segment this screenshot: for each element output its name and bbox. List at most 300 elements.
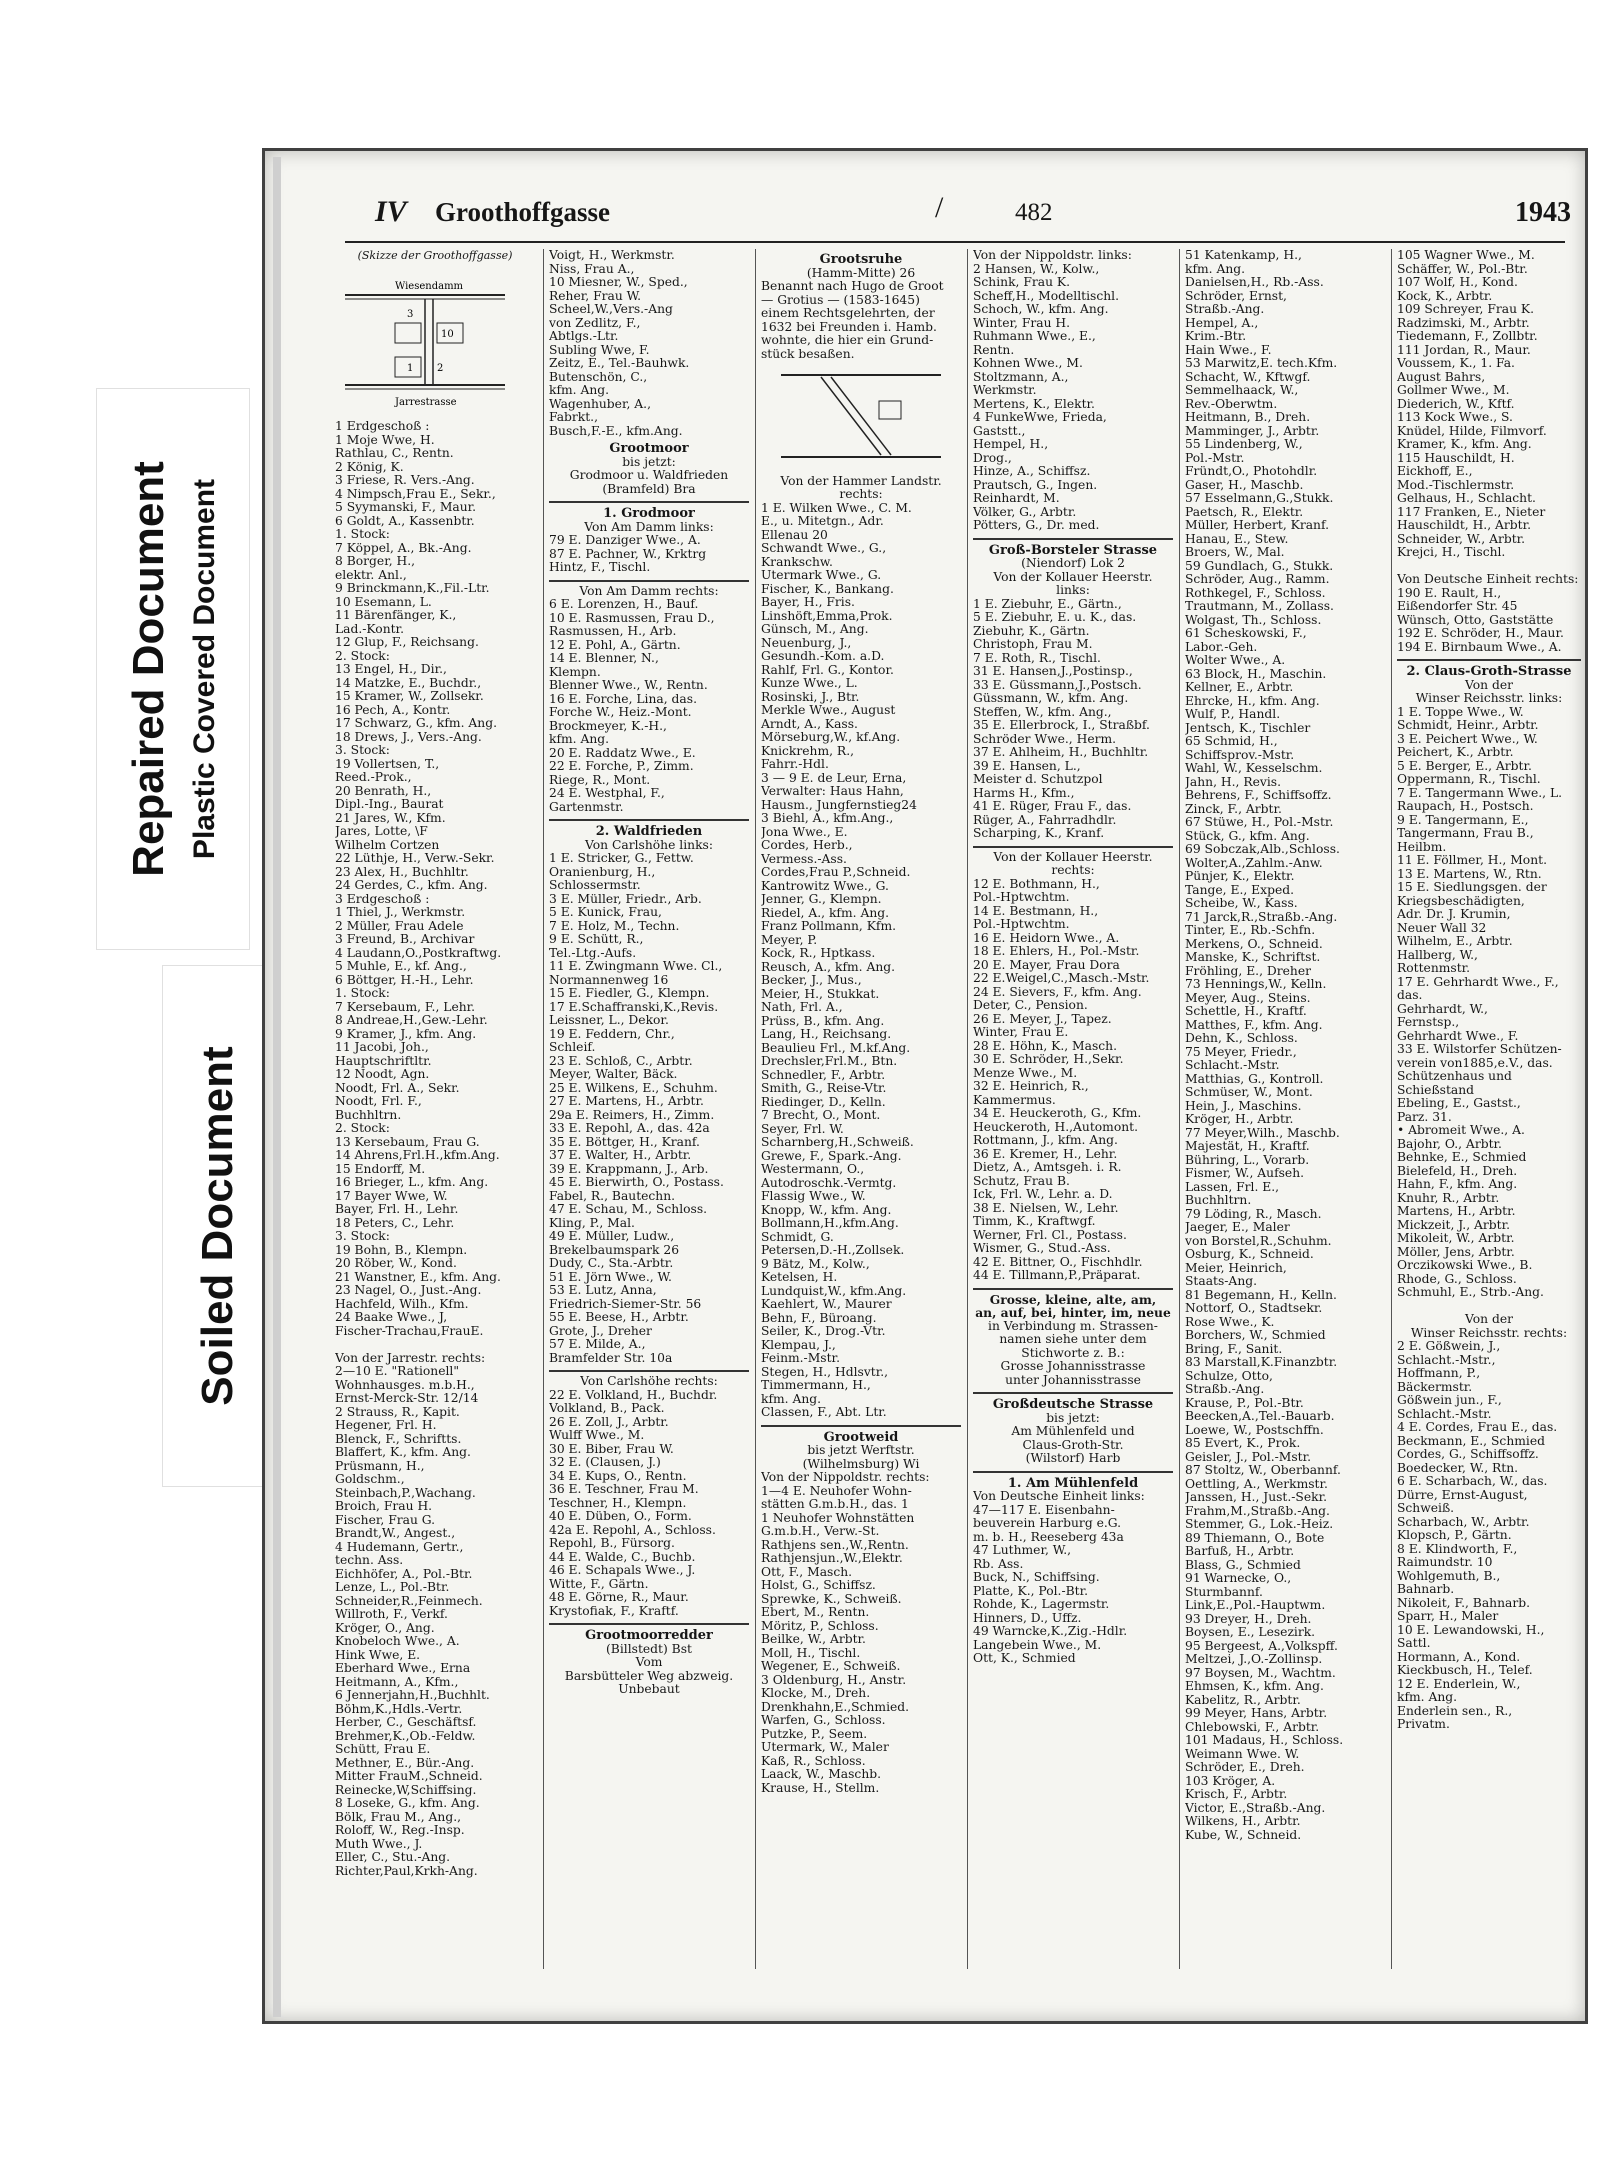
col2b-entry: 48 E. Görne, R., Maur. [549, 1591, 689, 1604]
col6-entry: 12 E. Enderlein, W., [1397, 1677, 1521, 1691]
col1-entry: 2 König, K. [335, 460, 404, 474]
col3-entry: Beaulieu Frl., M.kf.Ang. [761, 1041, 911, 1055]
col2b-entry: Kling, P., Mal. [549, 1216, 635, 1230]
col6-entry: Fernstsp., [1397, 1016, 1460, 1029]
section-separator [549, 580, 749, 582]
col1-entry: Willroth, F., Verkf. [335, 1608, 448, 1621]
column-divider [1391, 249, 1392, 1969]
col3-entry: wohnte, die hier ein Grund- [761, 334, 934, 347]
col4-entry: Kohnen Wwe., M. [973, 357, 1083, 370]
section-note: Winser Reichsstr. rechts: [1410, 1326, 1568, 1340]
col2b-entry: 37 E. Walter, H., Arbtr. [549, 1149, 692, 1162]
section-separator [973, 538, 1173, 540]
col3-entry: Classen, F., Abt. Ltr. [761, 1406, 887, 1419]
col5-entry: Wulf, P., Handl. [1185, 708, 1281, 721]
col6-entry: Schmidt, Heinr., Arbtr. [1397, 719, 1539, 732]
sketch-number-3: 3 [407, 308, 414, 320]
col6-entry: das. [1397, 989, 1423, 1002]
col3-entry: Knopp, W., kfm. Ang. [761, 1203, 892, 1217]
col5-entry: Hempel, A., [1185, 316, 1259, 330]
col4-entry: Scheff,H., Modelltischl. [973, 289, 1120, 303]
col5-entry: Gaser, H., Maschb. [1185, 478, 1304, 492]
page-header [375, 191, 1575, 235]
col3-entry: 3 — 9 E. de Leur, Erna, [761, 771, 907, 785]
col3-entry: G.m.b.H., Verw.-St. [761, 1525, 880, 1538]
col2b-entry: Riege, R., Mont. [549, 773, 651, 787]
col3-entry: Lundquist,W., kfm.Ang. [761, 1284, 907, 1298]
col1-entry: 21 Wanstner, E., kfm. Ang. [335, 1270, 501, 1284]
col1-entry: Eichhöfer, A., Pol.-Btr. [335, 1567, 473, 1581]
col6-entry: Schlacht.-Mstr., [1397, 1353, 1496, 1367]
col1-entry: Schneider,R.,Feinmech. [335, 1594, 483, 1608]
col3-entry: Knickrehm, R., [761, 744, 855, 758]
col5-entry: Frahm,M.,Straßb.-Ang. [1185, 1504, 1330, 1518]
col6-entry: Mod.-Tischlermstr. [1397, 478, 1515, 492]
col5-entry: Lassen, Frl. E., [1185, 1180, 1280, 1194]
section-separator [761, 1425, 961, 1427]
col4-entry: 18 E. Ehlers, H., Pol.-Mstr. [973, 945, 1140, 958]
col4-entry: Hinners, D., Uffz. [973, 1611, 1082, 1625]
section-note: Claus-Groth-Str. [1022, 1438, 1124, 1452]
col4-entry: 14 E. Bestmann, H., [973, 904, 1099, 918]
col3-entry: Holst, G., Schiffsz. [761, 1579, 876, 1592]
street-heading: 1. Grodmoor [603, 507, 695, 521]
col4-entry: 16 E. Heidorn Wwe., A. [973, 931, 1120, 945]
col5-entry: Tange, E., Exped. [1185, 883, 1295, 897]
col3-entry: Riedel, A., kfm. Ang. [761, 906, 890, 920]
col6-entry: Schlacht.-Mstr. [1397, 1407, 1492, 1421]
col6-entry: Kriegsbeschädigten, [1397, 894, 1525, 908]
col6-entry: Wilhelm, E., Arbtr. [1397, 935, 1513, 948]
col4-entry: Steffen, W., kfm. Ang., [973, 705, 1112, 719]
col3-entry: Möritz, P., Schloss. [761, 1619, 879, 1633]
col3-entry: Putzke, P., Seem. [761, 1727, 868, 1741]
col3-entry: Seyer, Frl. W. [761, 1122, 844, 1136]
plastic-label: Plastic Covered Document [188, 478, 221, 860]
col4-entry: 1 E. Ziebuhr, E., Gärtn., [973, 597, 1122, 611]
col1-entry: Bayer, Frl. H., Lehr. [335, 1203, 459, 1216]
col5-entry: Straßb.-Ang. [1185, 1383, 1265, 1396]
col2b-entry: 51 E. Jörn Wwe., W. [549, 1270, 672, 1284]
col5-entry: 93 Dreyer, H., Dreh. [1185, 1612, 1312, 1626]
col5-entry: Zinck, F., Arbtr. [1185, 802, 1282, 816]
col5-entry: Pünjer, K., Elektr. [1185, 870, 1295, 883]
col6-entry: 6 E. Scharbach, W., das. [1397, 1475, 1548, 1488]
col5-entry: Kröger, H., Arbtr. [1185, 1113, 1294, 1126]
col1-entry: 10 Esemann, L. [335, 595, 432, 609]
col4-entry: Hempel, H., [973, 438, 1049, 451]
col5-entry: Pol.-Mstr. [1185, 451, 1245, 465]
col6-entry: Gehrhardt Wwe., F. [1397, 1029, 1519, 1043]
col2b-entry: 29a E. Reimers, H., Zimm. [549, 1108, 715, 1122]
street-heading: Grootsruhe [819, 253, 903, 267]
col1-entry: Goldschm., [335, 1473, 405, 1486]
col6-entry: 9 E. Tangermann, E., [1397, 813, 1529, 827]
col6-entry: Hahn, F., kfm. Ang. [1397, 1178, 1518, 1191]
col4-entry: Winter, Frau E. [973, 1026, 1069, 1039]
col1-entry: Prüsmann, H., [335, 1459, 425, 1473]
col6-entry: Diederich, W., Kftf. [1397, 397, 1515, 411]
col5-entry: Victor, E.,Straßb.-Ang. [1185, 1801, 1326, 1815]
col6-entry: Boedecker, W., Rtn. [1397, 1461, 1519, 1475]
col5-entry: 83 Marstall,K.Finanzbtr. [1185, 1356, 1338, 1369]
col2b-entry: Schleif. [549, 1041, 596, 1054]
col5-entry: 95 Bergeest, A.,Volkspff. [1185, 1639, 1338, 1653]
col6-entry: 192 E. Schröder, H., Maur. [1397, 627, 1564, 640]
col4-entry: 12 E. Bothmann, H., [973, 877, 1100, 891]
grootsruhe-sketch [761, 361, 961, 471]
col5-entry: 89 Thiemann, O., Bote [1185, 1531, 1325, 1545]
col2b-entry: kfm. Ang. [549, 733, 610, 746]
col2-entry: Scheel,W.,Vers.-Ang [549, 303, 673, 316]
section-note: Von Carlshöhe rechts: [580, 1375, 718, 1388]
sketch-caption: (Skizze der Groothoffgasse) [357, 249, 513, 262]
section-note: Von der Kollauer Heerstr. [993, 570, 1153, 584]
col1-entry: Methner, E., Bür.-Ang. [335, 1756, 475, 1770]
col5-entry: Buchhltrn. [1185, 1194, 1252, 1207]
col3-entry: Merkle Wwe., August [761, 704, 896, 717]
index-note-heading: an, auf, bei, hinter, im, neue [975, 1306, 1171, 1320]
sketch-number-2: 2 [437, 362, 444, 374]
section-note: Von der [1464, 1313, 1513, 1326]
col6-entry: 1 E. Toppe Wwe., W. [1397, 705, 1524, 719]
col1-entry: Brehmer,K.,Ob.-Feldw. [335, 1729, 476, 1743]
section-note: Grosse Johannisstrasse [1000, 1360, 1146, 1373]
col6-entry: Bäckermstr. [1397, 1380, 1473, 1394]
col2b-entry: 15 E. Fiedler, G., Klempn. [549, 987, 710, 1000]
col5-entry: Matthias, G., Kontroll. [1185, 1072, 1324, 1086]
section-separator [973, 1471, 1173, 1473]
col1-entry: 3 Freund, B., Archivar [335, 933, 475, 946]
street-heading: Grootmoor [609, 442, 689, 456]
col4-entry: 42 E. Bittner, O., Fischhdlr. [973, 1255, 1143, 1269]
col3-entry: Ketelsen, H. [761, 1271, 838, 1284]
col1-entry: 2 Strauss, R., Kapit. [335, 1405, 460, 1419]
col5-entry: Wolter Wwe., A. [1185, 654, 1286, 667]
col6-entry: Radzimski, M., Arbtr. [1397, 316, 1530, 330]
col1-entry: 1 Moje Wwe, H. [335, 433, 435, 447]
col1-entry: Eberhard Wwe., Erna [335, 1662, 471, 1675]
col2b-entry: 55 E. Beese, H., Arbtr. [549, 1311, 689, 1324]
col2b-entry: 27 E. Martens, H., Arbtr. [549, 1095, 704, 1108]
col5-entry: 77 Meyer,Wilh., Maschb. [1185, 1126, 1340, 1140]
col4-entry: Meister d. Schutzpol [973, 773, 1103, 786]
col4-entry: Ruhmann Wwe., E., [973, 330, 1096, 343]
col3-entry: Riedinger, D., Kelln. [761, 1095, 886, 1109]
col3-entry: Scharnberg,H.,Schweiß. [761, 1136, 914, 1149]
col4-entry: 4 FunkeWwe, Frieda, [973, 411, 1107, 424]
col3-entry: Kock, R., Hptkass. [761, 947, 876, 960]
col4-entry: 2 Hansen, W., Kolw., [973, 262, 1100, 276]
col3-entry: Beilke, W., Arbtr. [761, 1633, 866, 1646]
col2b-entry: Dudy, C., Sta.-Arbtr. [549, 1257, 674, 1270]
col4-entry: Rentn. [973, 343, 1015, 357]
col6-entry: Krejci, H., Tischl. [1397, 546, 1506, 559]
header-rule [345, 241, 1565, 243]
col6-entry: Parz. 31. [1397, 1110, 1452, 1124]
col3-entry: Rathjens sen.,W.,Rentn. [761, 1538, 909, 1552]
section-note: (Niendorf) Lok 2 [1021, 557, 1125, 570]
col5-entry: Borchers, W., Schmied [1185, 1329, 1326, 1342]
col1-entry: 3 Friese, R. Vers.-Ang. [335, 474, 475, 487]
col5-entry: Trautmann, M., Zollass. [1185, 600, 1334, 613]
sketch-number-10: 10 [441, 328, 454, 340]
col6-entry: Möller, Jens, Arbtr. [1397, 1245, 1515, 1259]
col1-entry: 19 Vollertsen, T., [335, 757, 440, 771]
col2b-entry: 25 E. Wilkens, E., Schuhm. [549, 1081, 718, 1095]
section-note: (Billstedt) Bst [606, 1642, 692, 1656]
col4-entry: Schröder Wwe., Herm. [973, 732, 1117, 746]
col6-entry [1397, 560, 1581, 574]
col2b-entry: Hintz, F., Tischl. [549, 561, 651, 574]
col5-entry: 65 Schmid, H., [1185, 735, 1278, 748]
col6-entry: 8 E. Klindworth, F., [1397, 1542, 1518, 1556]
col3-entry: Kaehlert, W., Maurer [761, 1298, 892, 1311]
col2b-entry: 36 E. Teschner, Frau M. [549, 1483, 699, 1496]
col5-entry: Mamminger, J., Arbtr. [1185, 424, 1320, 438]
col4-entry: Hinze, A., Schiffsz. [973, 465, 1091, 478]
col5-entry: Straßb.-Ang. [1185, 303, 1265, 316]
col1-entry: 6 Jennerjahn,H.,Buchhlt. [335, 1689, 490, 1702]
col2b-entry: 35 E. Böttger, H., Kranf. [549, 1135, 700, 1149]
col1-entry: 8 Borger, H., [335, 555, 416, 568]
col5-entry: Behrens, F., Schiffsoffz. [1185, 789, 1332, 802]
col5-entry: Müller, Herbert, Kranf. [1185, 519, 1330, 532]
col6-entry: Eißendorfer Str. 45 [1397, 600, 1518, 613]
col4-entry: 31 E. Hansen,J.,Postinsp., [973, 665, 1133, 678]
col3-entry: Cordes,Frau P.,Schneid. [761, 866, 911, 879]
col6-entry: Schmuhl, E., Strb.-Ang. [1397, 1286, 1544, 1299]
street-heading: Großdeutsche Strasse [992, 1398, 1154, 1412]
col5-entry: Semmelhaack, W., [1185, 384, 1299, 397]
col1-entry: Böhm,K.,Hdls.-Vertr. [335, 1702, 463, 1716]
col3-entry: Bayer, H., Fris. [761, 596, 855, 609]
col1-entry: 20 Benrath, H., [335, 784, 432, 798]
col6-entry: Neuer Wall 32 [1397, 921, 1487, 935]
col6-entry: Schützenhaus und [1397, 1070, 1512, 1083]
column-3 [761, 249, 961, 1969]
col6-entry: Schneider, W., Arbtr. [1397, 532, 1526, 546]
col3-entry: Laack, W., Maschb. [761, 1768, 882, 1781]
col2b-entry: Witte, F., Gärtn. [549, 1577, 649, 1591]
col2-entry: Butenschön, C., [549, 370, 648, 384]
col5-entry: Ehrcke, H., kfm. Ang. [1185, 694, 1320, 708]
col4-entry: Ick, Frl. W., Lehr. a. D. [973, 1188, 1113, 1201]
col6-entry: 33 E. Wilstorfer Schützen- [1397, 1043, 1562, 1056]
street-heading: 2. Claus-Groth-Strasse [1406, 665, 1572, 679]
col5-entry: kfm. Ang. [1185, 262, 1246, 276]
col4-entry: 28 E. Höhn, K., Masch. [973, 1039, 1117, 1053]
col3-entry: Fahrr.-Hdl. [761, 758, 829, 771]
col1-entry: Von der Jarrestr. rechts: [335, 1351, 486, 1365]
col6-entry: 2 E. Gößwein, J., [1397, 1340, 1501, 1353]
col4-entry: 36 E. Kremer, H., Lehr. [973, 1147, 1118, 1161]
col4-entry: Kammermus. [973, 1093, 1056, 1107]
col1-entry: Noodt, Frl. A., Sekr. [335, 1081, 460, 1095]
col6-entry: Nikoleit, F., Bahnarb. [1397, 1596, 1530, 1610]
section-note: namen siehe unter dem [999, 1333, 1147, 1346]
col6-entry: Bajohr, O., Arbtr. [1397, 1137, 1502, 1151]
col6-entry: Sattl. [1397, 1637, 1431, 1650]
col6-entry: Schweiß. [1397, 1502, 1455, 1515]
col6-entry: Schäffer, W., Pol.-Btr. [1397, 262, 1528, 276]
column-1 [335, 249, 535, 1969]
col4-entry: m. b. H., Reeseberg 43a [973, 1530, 1124, 1544]
col3-entry: Flassig Wwe., W. [761, 1190, 866, 1203]
col1-entry: Wilhelm Cortzen [335, 838, 440, 852]
col4-entry: 34 E. Heuckeroth, G., Kfm. [973, 1107, 1142, 1120]
col3-entry: 1 Neuhofer Wohnstätten [761, 1511, 915, 1525]
col5-entry: 79 Löding, R., Masch. [1185, 1207, 1322, 1221]
col2b-entry: Meyer, Walter, Bäck. [549, 1068, 678, 1081]
col2b-entry: 7 E. Holz, M., Techn. [549, 919, 680, 933]
col1-entry: 2. Stock: [335, 649, 390, 663]
col6-entry: 190 E. Rault, H., [1397, 586, 1502, 600]
col6-entry: 13 E. Martens, W., Rtn. [1397, 867, 1542, 881]
col1-entry: 18 Drews, J., Vers.-Ang. [335, 730, 482, 744]
col1-entry: 14 Matzke, E., Buchdr., [335, 676, 482, 690]
col1-entry: Brandt,W., Angest., [335, 1527, 456, 1540]
street-heading: Groß-Borsteler Strasse [988, 543, 1158, 557]
col2b-entry: Fabel, R., Bautechn. [549, 1189, 676, 1203]
year: 1943 [1515, 197, 1571, 228]
col5-entry: 101 Madaus, H., Schloss. [1185, 1734, 1344, 1747]
col1-entry: 21 Jares, W., Kfm. [335, 811, 446, 825]
col5-entry: 81 Begemann, H., Kelln. [1185, 1288, 1337, 1302]
col5-entry: Jaeger, E., Maler [1185, 1221, 1290, 1234]
col5-entry: Schlacht.-Mstr. [1185, 1059, 1280, 1072]
col6-entry: Hallberg, W., [1397, 948, 1478, 962]
col6-entry: Ebeling, E., Gastst., [1397, 1097, 1521, 1110]
col2-entry: Wagenhuber, A., [549, 397, 652, 411]
col5-entry: Chlebowski, F., Arbtr. [1185, 1720, 1320, 1734]
section-note: Von der Kollauer Heerstr. [993, 850, 1153, 864]
col2b-entry: 30 E. Biber, Frau W. [549, 1442, 674, 1456]
col1-entry: elektr. Anl., [335, 568, 407, 582]
col1-entry: Eller, C., Stu.-Ang. [335, 1851, 451, 1864]
col5-entry: 103 Kröger, A. [1185, 1774, 1276, 1788]
col2-entry: 10 Miesner, W., Sped., [549, 276, 688, 289]
col3-entry: Kantrowitz Wwe., G. [761, 879, 889, 893]
col3-entry: Autodroschk.-Vermtg. [761, 1176, 897, 1190]
col2b-entry: Bramfelder Str. 10a [549, 1351, 673, 1365]
pen-mark: / [935, 191, 944, 224]
col5-entry: Danielsen,H., Rb.-Ass. [1185, 276, 1324, 289]
col5-entry: 69 Sobczak,Alb.,Schloss. [1185, 843, 1340, 856]
col6-entry: Klopsch, P., Gärtn. [1397, 1529, 1512, 1542]
col3-entry: Lang, H., Reichsang. [761, 1028, 892, 1041]
col6-entry: Tiedemann, F., Zollbtr. [1397, 330, 1538, 343]
col4-entry: 20 E. Mayer, Frau Dora [973, 958, 1120, 972]
col3-entry: Drechsler,Frl.M., Btn. [761, 1055, 898, 1068]
col4-entry: 24 E. Sievers, F., kfm. Ang. [973, 985, 1142, 999]
col2b-entry: 57 E. Milde, A., [549, 1338, 646, 1351]
col6-entry: Rottenmstr. [1397, 962, 1471, 975]
column-divider [755, 249, 756, 1969]
col4-entry: Schoch, W., kfm. Ang. [973, 303, 1109, 316]
col5-entry: 61 Scheskowski, F., [1185, 627, 1307, 640]
col5-entry: Loewe, W., Postschffn. [1185, 1423, 1324, 1437]
col1-entry: Dipl.-Ing., Baurat [335, 798, 444, 811]
col1-entry: 14 Ahrens,Frl.H.,kfm.Ang. [335, 1149, 500, 1162]
col2-entry: kfm. Ang. [549, 384, 610, 397]
col5-entry: Rothkegel, F., Schloss. [1185, 586, 1326, 600]
col2b-entry: 9 E. Schütt, R., [549, 933, 644, 946]
col3-entry: Krause, H., Stellm. [761, 1781, 880, 1795]
col4-entry: 26 E. Meyer, J., Tapez. [973, 1012, 1112, 1026]
col3-entry: kfm. Ang. [761, 1392, 822, 1406]
col6-entry: 113 Kock Wwe., S. [1397, 411, 1513, 424]
col5-entry: Osburg, K., Schneid. [1185, 1248, 1314, 1261]
street-sketch [335, 265, 515, 415]
col1-entry: Rathlau, C., Rentn. [335, 447, 454, 460]
col2b-entry: Normannenweg 16 [549, 973, 669, 987]
col1-entry: Blenck, F., Schriftts. [335, 1432, 462, 1446]
col4-entry: 44 E. Tillmann,P.,Präparat. [973, 1269, 1141, 1282]
col2b-entry: 87 E. Pachner, W., Krktrg [549, 547, 707, 561]
col3-entry: Ebert, M., Rentn. [761, 1606, 870, 1619]
col1-entry: 1. Stock: [335, 528, 390, 541]
col4-entry: Pol.-Hptwchtm. [973, 891, 1070, 904]
col5-entry: Krause, P., Pol.-Btr. [1185, 1396, 1304, 1410]
col5-entry: Nottorf, O., Stadtsekr. [1185, 1302, 1323, 1315]
col2b-entry: Leissner, L., Dekor. [549, 1014, 669, 1027]
col5-entry: 59 Gundlach, G., Stukk. [1185, 559, 1334, 573]
col4-entry: Güssmann, W., kfm. Ang. [973, 692, 1129, 705]
col2b-entry: 53 E. Lutz, Anna, [549, 1284, 657, 1297]
col3-entry: Rathjensjun.,W.,Elektr. [761, 1552, 903, 1565]
col5-entry: Hein, J., Maschins. [1185, 1099, 1302, 1113]
col6-entry: Rhode, G., Schloss. [1397, 1272, 1517, 1286]
col1-entry: 2—10 E. "Rationell" [335, 1365, 459, 1378]
col3-entry: Grewe, F., Spark.-Ang. [761, 1149, 902, 1163]
col2b-entry: 12 E. Pohl, A., Gärtn. [549, 638, 681, 652]
col4-entry: 5 E. Ziebuhr, E. u. K., das. [973, 611, 1137, 624]
col5-entry: 97 Boysen, M., Wachtm. [1185, 1666, 1336, 1680]
col5-entry: 87 Stoltz, W., Oberbannf. [1185, 1464, 1341, 1477]
col6-entry: Cordes, G., Schiffsoffz. [1397, 1448, 1539, 1461]
col5-entry: Labor.-Geh. [1185, 640, 1258, 654]
col5-entry: Staats-Ang. [1185, 1275, 1258, 1288]
col1-entry: 13 Kersebaum, Frau G. [335, 1135, 480, 1149]
col3-entry: 1632 bei Freunden i. Hamb. [761, 320, 937, 334]
col1-entry: 23 Alex, H., Buchhltr. [335, 865, 469, 879]
sketch-number-1: 1 [407, 362, 414, 374]
col6-entry: Kramer, K., kfm. Ang. [1397, 438, 1532, 451]
col3-entry: 9 Bätz, M., Kolw., [761, 1257, 870, 1271]
col2-entry: Zeitz, E., Tel.-Bauhwk. [549, 357, 690, 370]
section-note: (Wilhelmsburg) Wi [802, 1457, 920, 1471]
col3-entry: Neuenburg, J., [761, 636, 852, 650]
col5-entry: 63 Block, H., Maschin. [1185, 667, 1327, 681]
col6-entry: 194 E. Birnbaum Wwe., A. [1397, 640, 1562, 654]
col2b-entry: Brekelbaumspark 26 [549, 1243, 680, 1257]
col4-entry: Heuckeroth, H.,Automont. [973, 1120, 1139, 1134]
col3-entry: Cordes, Herb., [761, 839, 853, 852]
col5-entry: Schröder, Ernst, [1185, 289, 1287, 303]
col1-entry: Reinecke,W,Schiffsing. [335, 1783, 477, 1797]
section-separator [1397, 659, 1581, 661]
col5-entry: Dehn, K., Schloss. [1185, 1032, 1298, 1045]
col3-entry: Hausm., Jungfernstieg24 [761, 798, 917, 812]
col5-entry: Schacht, W., Kftwgf. [1185, 370, 1311, 384]
street-heading: Grootmoorredder [585, 1629, 713, 1643]
col6-entry: Gelhaus, H., Schlacht. [1397, 492, 1536, 505]
col6-entry: 117 Franken, E., Nieter [1397, 505, 1546, 519]
col4-entry: Platte, K., Pol.-Btr. [973, 1584, 1089, 1598]
col2b-entry: 40 E. Düben, O., Form. [549, 1510, 692, 1523]
col4-entry: 37 E. Ahlheim, H., Buchhltr. [973, 746, 1149, 759]
